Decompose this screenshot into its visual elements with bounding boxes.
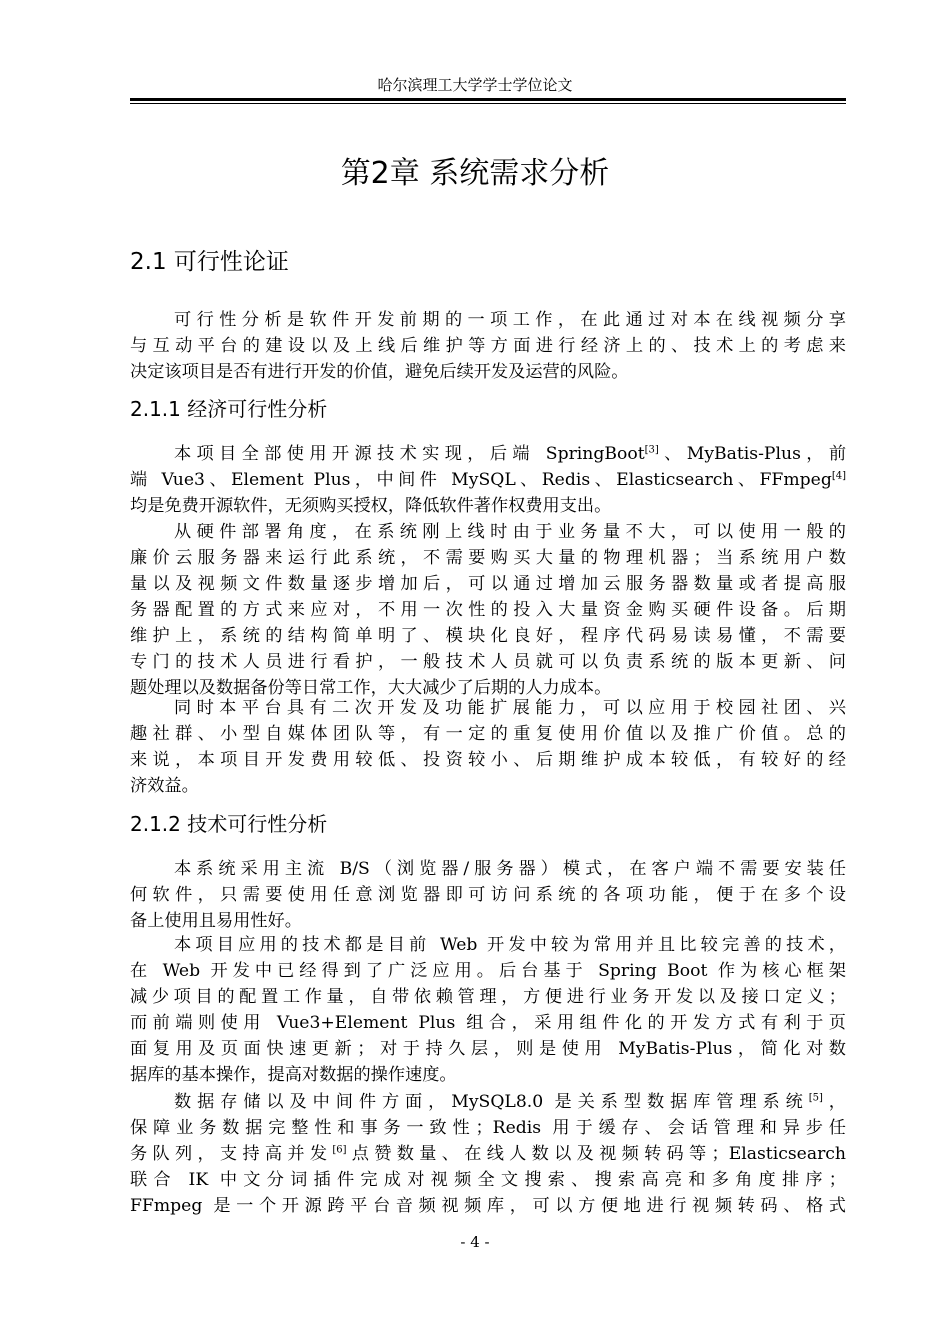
section-heading-2-1: 2.1 可行性论证: [130, 249, 289, 275]
citation-ref: [5]: [808, 1092, 823, 1104]
header-rule-thick: [130, 98, 846, 101]
text-line: 决定该项目是否有进行开发的价值，避免后续开发及运营的风险。: [130, 362, 629, 382]
running-header: 哈尔滨理工大学学士学位论文: [377, 76, 573, 94]
text-run: 务队列，支持高并发: [130, 1144, 333, 1164]
text-line: 廉价云服务器来运行此系统，不需要购买大量的物理机器；当系统用户数: [130, 548, 846, 568]
paragraph-economic-3: [130, 695, 846, 799]
text-run: 端 Vue3、Element Plus，中间件 MySQL、Redis、Elasticsearch、FFmpeg: [130, 470, 832, 490]
text-line: [130, 1089, 846, 1115]
text-line: 济效益。: [130, 776, 199, 796]
text-line: 本项目应用的技术都是目前 Web 开发中较为常用并且比较完善的技术，: [174, 935, 846, 955]
text-line: 备上使用且易用性好。: [130, 911, 302, 931]
text-line: 面复用及页面快速更新；对于持久层，则是使用 MyBatis-Plus，简化对数: [130, 1039, 846, 1059]
text-line: 据库的基本操作，提高对数据的操作速度。: [130, 1065, 457, 1085]
citation-ref: [4]: [831, 470, 846, 482]
paragraph-technical-1: [130, 856, 846, 934]
text-line: 维护上，系统的结构简单明了、模块化良好，程序代码易读易懂，不需要: [130, 626, 846, 646]
citation-ref: [6]: [332, 1144, 347, 1156]
text-line: 何软件，只需要使用任意浏览器即可访问系统的各项功能，便于在多个设: [130, 885, 846, 905]
text-run: ，: [822, 1092, 846, 1112]
chapter-title: 第2章 系统需求分析: [340, 156, 610, 191]
text-line: 联合 IK 中文分词插件完成对视频全文搜索、搜索高亮和多角度排序；: [130, 1170, 846, 1190]
paragraph-economic-2: [130, 519, 846, 701]
paragraph-economic-1: [130, 441, 846, 519]
text-run: 、MyBatis-Plus，前: [658, 444, 847, 464]
text-line: 与互动平台的建设以及上线后维护等方面进行经济上的、技术上的考虑来: [130, 336, 846, 356]
text-line: 在 Web 开发中已经得到了广泛应用。后台基于 Spring Boot 作为核心框架: [130, 961, 846, 981]
paragraph-technical-2: [130, 932, 846, 1088]
text-line: 专门的技术人员进行看护，一般技术人员就可以负责系统的版本更新、问: [130, 652, 846, 672]
text-line: 题处理以及数据备份等日常工作，大大减少了后期的人力成本。: [130, 678, 612, 698]
text-line: 从硬件部署角度，在系统刚上线时由于业务量不大，可以使用一般的: [174, 522, 846, 542]
text-line: 务器配置的方式来应对，不用一次性的投入大量资金购买硬件设备。后期: [130, 600, 846, 620]
text-line: 来说，本项目开发费用较低、投资较小、后期维护成本较低，有较好的经: [130, 750, 846, 770]
page-number: - 4 -: [460, 1233, 490, 1251]
text-run: 点赞数量、在线人数以及视频转码等；Elasticsearch: [346, 1144, 846, 1164]
text-line: 均是免费开源软件，无须购买授权，降低软件著作权费用支出。: [130, 496, 612, 516]
paragraph-feasibility-intro: [130, 307, 846, 385]
paragraph-technical-3: [130, 1089, 846, 1219]
citation-ref: [3]: [644, 444, 659, 456]
text-run: 数据存储以及中间件方面，MySQL8.0 是关系型数据库管理系统: [174, 1092, 809, 1112]
text-line: 而前端则使用 Vue3+Element Plus 组合，采用组件化的开发方式有利于页: [130, 1013, 846, 1033]
text-line: 同时本平台具有二次开发及功能扩展能力，可以应用于校园社团、兴: [174, 698, 846, 718]
text-line: 保障业务数据完整性和事务一致性；Redis 用于缓存、会话管理和异步任: [130, 1118, 846, 1138]
text-line: 减少项目的配置工作量，自带依赖管理，方便进行业务开发以及接口定义；: [130, 987, 846, 1007]
text-line: [130, 441, 846, 467]
section-heading-2-1-1: 2.1.1 经济可行性分析: [130, 397, 328, 421]
text-line: 趣社群、小型自媒体团队等，有一定的重复使用价值以及推广价值。总的: [130, 724, 846, 744]
header-rule-thin: [130, 103, 846, 104]
text-line: [130, 1141, 846, 1167]
text-line: 量以及视频文件数量逐步增加后，可以通过增加云服务器数量或者提高服: [130, 574, 846, 594]
text-line: 可行性分析是软件开发前期的一项工作，在此通过对本在线视频分享: [174, 310, 846, 330]
section-heading-2-1-2: 2.1.2 技术可行性分析: [130, 812, 328, 836]
text-run: 本项目全部使用开源技术实现，后端 SpringBoot: [174, 444, 645, 464]
text-line: 本系统采用主流 B/S（浏览器/服务器）模式，在客户端不需要安装任: [174, 859, 846, 879]
text-line: FFmpeg 是一个开源跨平台音频视频库，可以方便地进行视频转码、格式: [130, 1196, 846, 1216]
text-line: [130, 467, 846, 493]
